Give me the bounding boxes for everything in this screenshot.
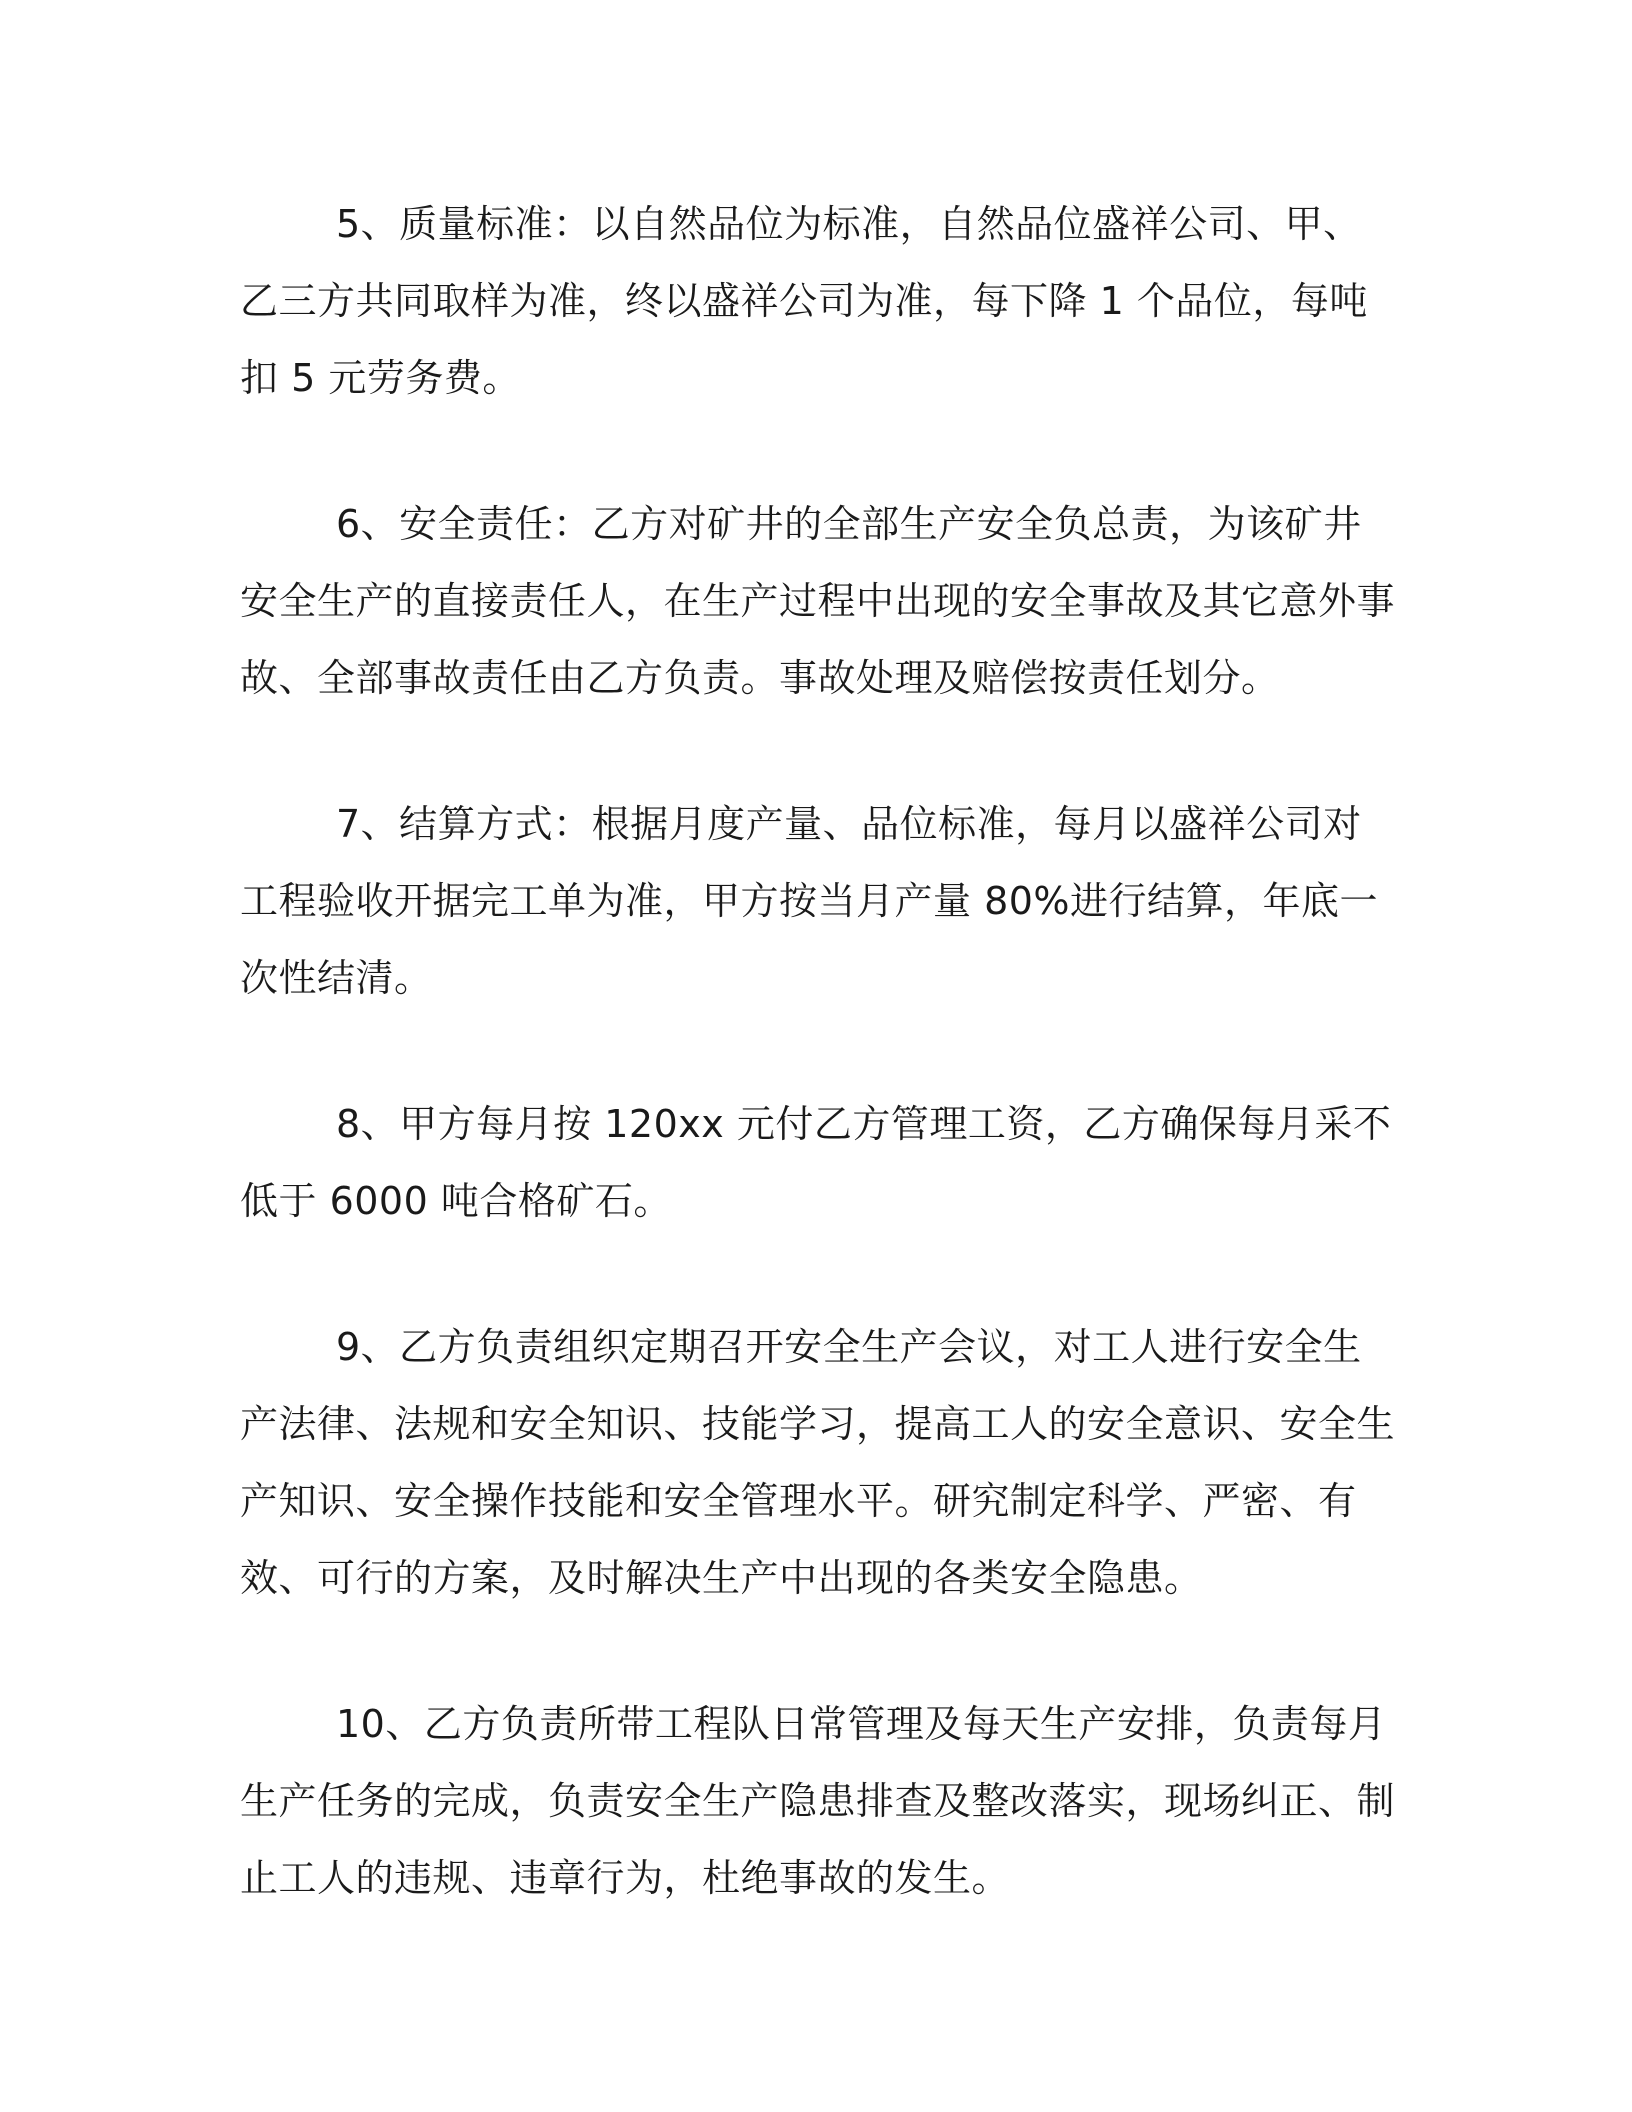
paragraph-management-salary: 8、甲方每月按 120xx 元付乙方管理工资，乙方确保每月采不低于 6000 吨合格矿石。 <box>240 1102 1392 1223</box>
paragraph-settlement-method: 7、结算方式：根据月度产量、品位标准，每月以盛祥公司对工程验收开据完工单为准，甲方按当月产量 80%进行结算，年底一次性结清。 <box>240 802 1379 1000</box>
document-body <box>240 186 1396 1986</box>
paragraph-safety-responsibility: 6、安全责任：乙方对矿井的全部生产安全负总责，为该矿井安全生产的直接责任人，在生产过程中出现的安全事故及其它意外事故、全部事故责任由乙方负责。事故处理及赔偿按责任划分。 <box>240 502 1396 700</box>
paragraph-safety-meetings: 9、乙方负责组织定期召开安全生产会议，对工人进行安全生产法律、法规和安全知识、技能学习，提高工人的安全意识、安全生产知识、安全操作技能和安全管理水平。研究制定科学、严密、有效、可行的方案，及时解决生产中出现的各类安全隐患。 <box>240 1325 1396 1600</box>
paragraph-quality-standard: 5、质量标准：以自然品位为标准，自然品位盛祥公司、甲、乙三方共同取样为准，终以盛祥公司为准，每下降 1 个品位，每吨扣 5 元劳务费。 <box>240 202 1368 400</box>
paragraph-team-management: 10、乙方负责所带工程队日常管理及每天生产安排，负责每月生产任务的完成，负责安全生产隐患排查及整改落实，现场纠正、制止工人的违规、违章行为，杜绝事故的发生。 <box>240 1702 1396 1900</box>
